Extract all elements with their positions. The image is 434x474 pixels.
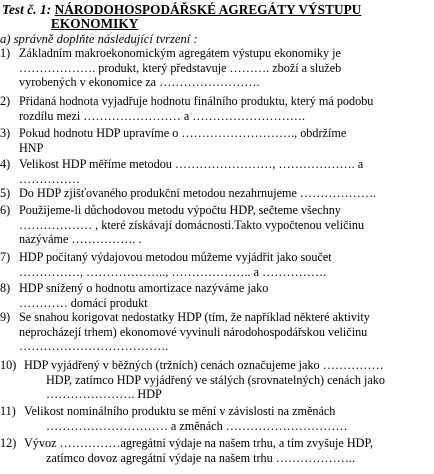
question-number: 8) — [0, 281, 11, 295]
question-text-line: …………………. HDP — [46, 387, 162, 402]
question-text-line: zatímco dovoz agregátní výdaje na našem trhu ……………….. — [46, 450, 356, 465]
title-heading-line1: NÁRODOHOSPODÁŘSKÉ AGREGÁTY VÝSTUPU — [54, 2, 362, 17]
question-text-line: rozdílu mezi …………………… a ………………………. — [19, 108, 306, 123]
question-4 — [0, 157, 434, 186]
question-text-line: HDP počítaný výdajovou metodou můžeme vyjádřit jako součet — [19, 250, 332, 264]
question-9 — [0, 310, 434, 354]
question-text-line: neprocházejí trhem) ekonomové vyvinuli národohospodářskou veličinu — [19, 324, 368, 339]
question-5 — [0, 186, 434, 201]
question-number: 12) — [0, 436, 17, 450]
question-text-line: Použijeme-li důchodovou metodu výpočtu HDP, sečteme všechny — [19, 203, 341, 217]
question-text-line: ……………… , které získávají domácnosti.Takto vypočtenou veličinu — [19, 217, 365, 232]
question-text-line: HDP snížený o hodnotu amortizace nazýváme jako — [19, 281, 269, 295]
question-text-line: HNP — [19, 140, 44, 155]
question-number: 9) — [0, 310, 11, 324]
question-number: 1) — [0, 46, 11, 60]
question-text-line: Velikost HDP měříme metodou ……………………, ………………. a — [19, 157, 364, 171]
instructions: a) správně doplňte následující tvrzení : — [0, 32, 198, 46]
question-2 — [0, 94, 434, 123]
question-text-line: ……………, ……………….., ……………….. a ……………. — [19, 264, 327, 279]
question-10 — [0, 358, 434, 402]
question-7 — [0, 250, 434, 279]
question-text-line: Do HDP zjišťovaného produkční metodou nezahrnujeme ………………. — [19, 186, 377, 200]
question-number: 7) — [0, 250, 11, 264]
question-text-line: Se snahou korigovat nedostatky HDP (tím, že například některé aktivity — [19, 310, 370, 324]
question-1 — [0, 46, 434, 90]
question-number: 11) — [0, 404, 16, 418]
question-text-line: Základním makroekonomickým agregátem výstupu ekonomiky je — [19, 46, 341, 60]
question-text-line: ………………………………. — [19, 339, 169, 354]
question-number: 10) — [0, 358, 17, 372]
question-6 — [0, 203, 434, 247]
question-8 — [0, 281, 434, 310]
question-text-line: vyrobených v ekonomice za ……………………. — [19, 75, 260, 90]
question-text-line: ………………………… a změnách ………………………… — [46, 418, 348, 433]
question-text-line: …………… — [19, 171, 80, 186]
question-number: 4) — [0, 157, 11, 171]
question-12 — [0, 436, 434, 465]
question-number: 3) — [0, 126, 11, 140]
question-text-line: ………………. produkt, který představuje ………. zboží a služeb — [19, 60, 342, 75]
question-text-line: nazýváme ……………. . — [19, 232, 142, 247]
question-number: 6) — [0, 203, 11, 217]
question-text-line: HDP vyjádřený v běžných (tržních) cenách označujeme jako …………… — [24, 358, 384, 372]
question-text-line: Přidaná hodnota vyjadřuje hodnotu finálního produktu, který má podobu — [19, 94, 374, 108]
title-heading-line2: EKONOMIKY — [51, 16, 139, 31]
question-number: 5) — [0, 186, 11, 200]
question-11 — [0, 404, 434, 433]
question-text-line: Vývoz ……………agregátní výdaje na našem trhu, a tím zvyšuje HDP, — [24, 436, 373, 450]
title-heading-line2-wrap — [51, 16, 138, 32]
question-text-line: HDP, zatímco HDP vyjádřený ve stálých (srovnatelných) cenách jako — [46, 372, 385, 387]
question-text-line: ………… domácí produkt — [19, 295, 148, 310]
question-text-line: Velikost nominálního produktu se mění v závislosti na změnách — [24, 404, 336, 418]
question-text-line: Pokud hodnotu HDP upravíme o ………………………., obdržíme — [19, 126, 347, 140]
test-number: Test č. 1: — [2, 2, 52, 17]
question-3 — [0, 126, 434, 155]
question-number: 2) — [0, 94, 11, 108]
